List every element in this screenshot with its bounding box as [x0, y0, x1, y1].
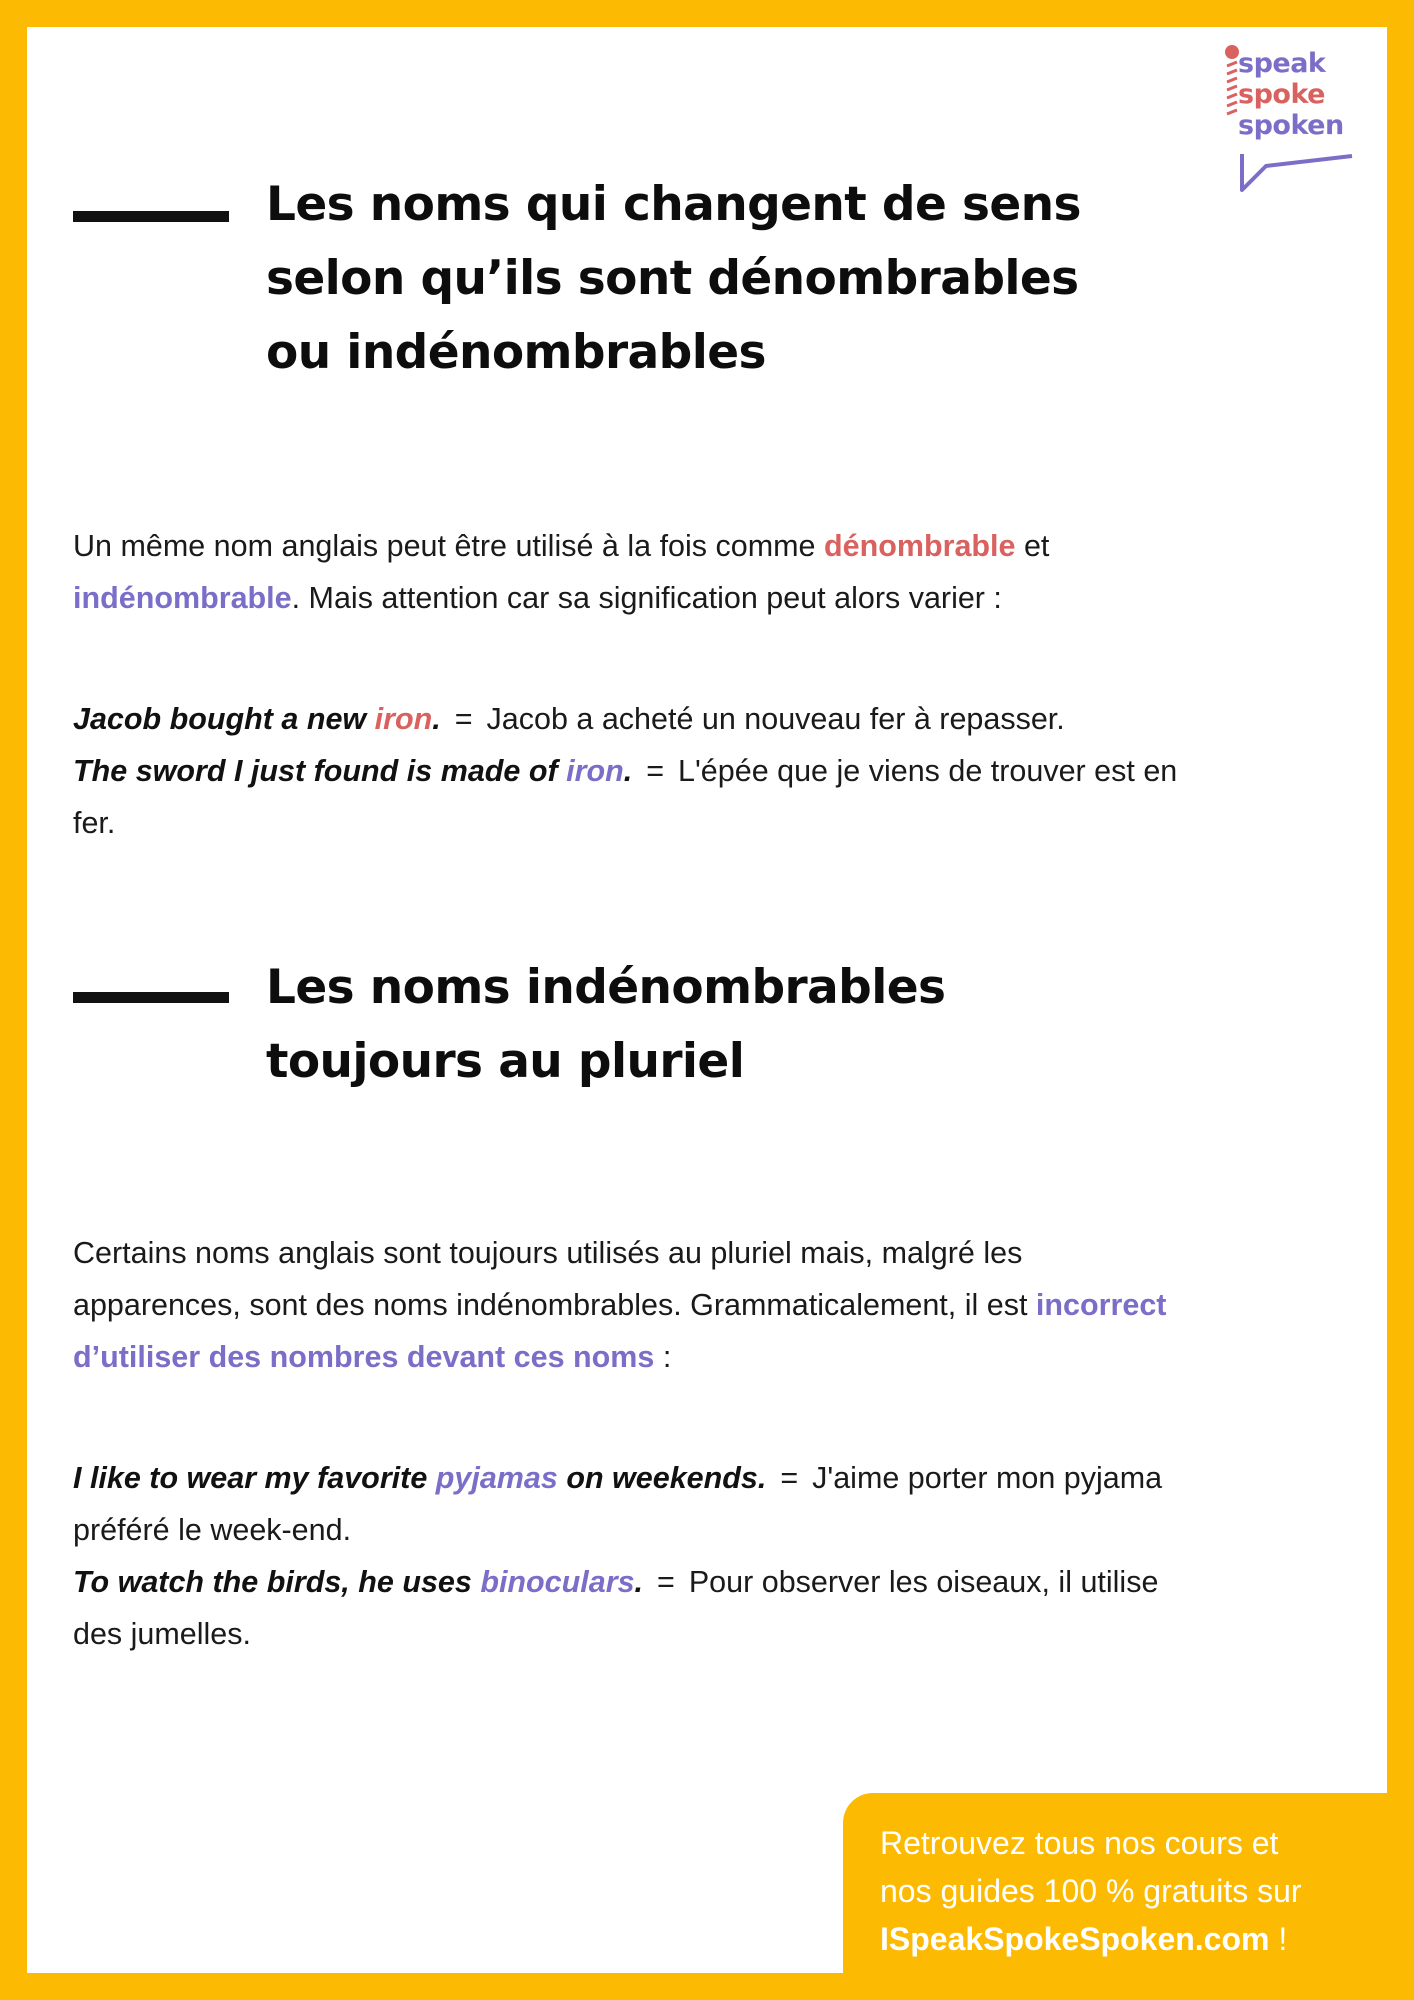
- section-1-title: [266, 168, 1081, 390]
- example-row: The sword I just found is made of iron. = L'épée que je viens de trouver est en: [73, 754, 1178, 788]
- example-keyword: binoculars: [480, 1565, 635, 1599]
- section-2-title-line: toujours au pluriel: [266, 1034, 745, 1089]
- section-1-examples: [73, 693, 1353, 849]
- section-2-rule: [73, 992, 229, 1003]
- logo-wordmark: [1238, 48, 1344, 141]
- speech-tail-icon: [1242, 154, 1352, 190]
- logo-word-speak: speak: [1238, 48, 1326, 79]
- logo-word-spoken: spoken: [1238, 110, 1344, 141]
- section-1-title-line: selon qu’ils sont dénombrables: [266, 251, 1079, 306]
- logo-word-spoke: spoke: [1238, 79, 1325, 110]
- example-translation: Jacob a acheté un nouveau fer à repasser.: [486, 702, 1065, 736]
- section-1-intro: Un même nom anglais peut être utilisé à la fois comme dénombrable et indénombrable. Mais attention car sa signification peut alors varier :: [73, 529, 1050, 615]
- footer-callout: [843, 1793, 1387, 1973]
- term-rule: d’utiliser des nombres devant ces noms: [73, 1340, 655, 1374]
- section-1-title-line: ou indénombrables: [266, 325, 766, 380]
- term-incorrect: incorrect: [1035, 1288, 1167, 1322]
- section-2-title-line: Les noms indénombrables: [266, 960, 946, 1015]
- term-indenombrable: indénombrable: [73, 581, 292, 615]
- example-keyword: pyjamas: [435, 1461, 558, 1495]
- example-row: I like to wear my favorite pyjamas on weekends. = J'aime porter mon pyjama: [73, 1461, 1163, 1495]
- section-1-title-line: Les noms qui changent de sens: [266, 177, 1081, 232]
- section-2-intro: Certains noms anglais sont toujours utilisés au pluriel mais, malgré les apparences, sont des noms indénombrables. Grammaticalement, il est incorrect d’utiliser des nombres devant ces noms :: [73, 1236, 1167, 1374]
- footer-text: Retrouvez tous nos cours et nos guides 100 % gratuits sur ISpeakSpokeSpoken.com !: [880, 1825, 1302, 1957]
- example-row: To watch the birds, he uses binoculars. = Pour observer les oiseaux, il utilise: [73, 1565, 1159, 1599]
- section-2-title: [266, 951, 945, 1099]
- example-translation: Pour observer les oiseaux, il utilise: [688, 1565, 1159, 1599]
- example-keyword: iron: [566, 754, 624, 788]
- example-translation-continued: des jumelles.: [73, 1617, 251, 1651]
- example-row: Jacob bought a new iron. = Jacob a acheté un nouveau fer à repasser.: [73, 702, 1065, 736]
- brand-logo: [1224, 42, 1364, 202]
- section-1-rule: [73, 211, 229, 222]
- example-keyword: iron: [374, 702, 433, 736]
- example-translation-continued: fer.: [73, 806, 116, 840]
- section-2-examples: [73, 1452, 1353, 1660]
- example-translation: L'épée que je viens de trouver est en: [678, 754, 1178, 788]
- footer-site-link[interactable]: ISpeakSpokeSpoken.com: [880, 1921, 1270, 1957]
- example-translation-continued: préféré le week-end.: [73, 1513, 352, 1547]
- term-denombrable: dénombrable: [823, 529, 1016, 563]
- example-translation: J'aime porter mon pyjama: [812, 1461, 1163, 1495]
